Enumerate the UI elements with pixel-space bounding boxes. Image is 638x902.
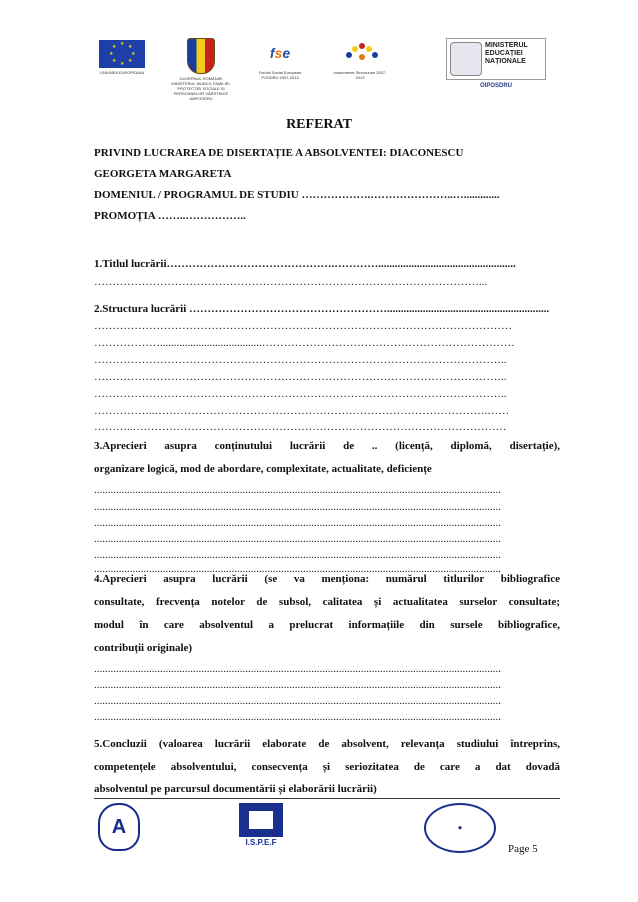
- section-2-dotted-line: …………………………………………………………………………………………………..: [94, 371, 507, 383]
- section-4-dotted-line: ....................................................................................................................................................: [94, 663, 501, 675]
- section-4-title-line-3: modul în care absolventul a prelucrat informațiile din sursele bibliografice,: [94, 619, 560, 631]
- header-line-2: GEORGETA MARGARETA: [94, 168, 232, 180]
- fse-caption: Fondul Social European POSDRU 2007-2013: [258, 70, 302, 80]
- ispef-emblem-icon: [239, 803, 283, 837]
- section-3-dotted-line: ....................................................................................................................................................: [94, 517, 501, 529]
- section-3-dotted-line: ....................................................................................................................................................: [94, 549, 501, 561]
- ministry-line2: EDUCAȚIEI: [485, 50, 523, 57]
- page-title: REFERAT: [286, 117, 352, 132]
- section-1-dotted-line: ……………………………………………………………………………………………...: [94, 276, 488, 288]
- section-2-dotted-line: …………………………………………………………………………………………………..: [94, 388, 507, 400]
- section-3-dotted-line: ....................................................................................................................................................: [94, 563, 501, 575]
- section-2-dotted-line: ………..…………………………………………………………………………………………: [94, 421, 507, 433]
- footer-divider: [94, 798, 560, 799]
- ministry-logo: [446, 38, 546, 89]
- ministry-line1: MINISTERUL: [485, 42, 528, 49]
- header-line-1: PRIVIND LUCRAREA DE DISERTAȚIE A ABSOLVENTEI: DIACONESCU: [94, 147, 464, 159]
- section-5-title-line-2: competențele absolventului, consecvența și seriozitatea de care a dat dovadă: [94, 761, 560, 773]
- header-logos: [94, 38, 564, 100]
- oiposdru-label: OIPOSDRU: [479, 83, 512, 89]
- instrumente-structurale-icon: [340, 38, 380, 68]
- section-2-dotted-line: ……………….....................................……………………………………………………………: [94, 337, 515, 349]
- romania-crest-icon: [187, 38, 215, 74]
- section-1-title: 1.Titlul lucrării……………………………………….…………..................................................: [94, 258, 516, 270]
- section-4-dotted-line: ....................................................................................................................................................: [94, 711, 501, 723]
- section-5-title-line-1: 5.Concluzii (valoarea lucrării elaborate de absolvent, relevanța studiului întreprins,: [94, 738, 560, 750]
- gov-caption: GUVERNUL ROMÂNIEI MINISTERUL MUNCII, FAMILIEI, PROTECȚIEI SOCIALE ȘI PERSOANELOR VÂRSTNICE AMPOSDRU: [171, 76, 231, 101]
- section-2-title: 2.Structura lucrării ………………………………………………...........................................................: [94, 303, 550, 315]
- ispef-label: I.S.P.E.F: [245, 838, 277, 847]
- gov-logo: [170, 38, 232, 101]
- section-4-title-line-1: 4.Aprecieri asupra lucrării (se va menționa: numărul titlurilor bibliografice: [94, 573, 560, 585]
- university-seal-logo: ◆: [424, 803, 496, 853]
- section-5-title-line-3: absolventul pe parcursul documentării și elaborării lucrării): [94, 783, 377, 795]
- section-4-title-line-4: contribuții originale): [94, 642, 193, 654]
- section-4-title-line-2: consultate, frecvența notelor de subsol, calitatea și actualitatea surselor consultate;: [94, 596, 560, 608]
- section-3-title-line-1: 3.Aprecieri asupra conținutului lucrării de .. (licență, diplomă, disertație),: [94, 440, 560, 452]
- fse-icon: fse: [269, 45, 291, 61]
- section-2-dotted-line: ……………..……………………………………………………………………………….……: [94, 405, 510, 417]
- eu-caption: UNIUNEA EUROPEANA: [99, 70, 144, 75]
- page-number: Page 5: [508, 843, 538, 855]
- ministry-crest-icon: [450, 42, 482, 76]
- section-4-dotted-line: ....................................................................................................................................................: [94, 695, 501, 707]
- section-3-dotted-line: ....................................................................................................................................................: [94, 484, 501, 496]
- section-3-dotted-line: ....................................................................................................................................................: [94, 501, 501, 513]
- eu-flag-icon: ★ ★ ★ ★ ★ ★ ★ ★: [99, 40, 145, 68]
- section-3-title-line-2: organizare logică, mod de abordare, complexitate, actualitate, deficiențe: [94, 463, 432, 475]
- section-3-dotted-line: ....................................................................................................................................................: [94, 533, 501, 545]
- eu-logo: [94, 38, 150, 75]
- header-line-3: DOMENIUL / PROGRAMUL DE STUDIU ……………….…………………..….............: [94, 189, 500, 201]
- arad-university-logo: A: [98, 803, 140, 851]
- instr-logo: [330, 38, 390, 80]
- section-2-dotted-line: ……………………………………………………………………………………………………: [94, 320, 512, 332]
- section-4-dotted-line: ....................................................................................................................................................: [94, 679, 501, 691]
- instr-caption: Instrumente Structurale 2007-2013: [333, 70, 387, 80]
- fse-logo: [250, 38, 310, 80]
- ispef-logo: [236, 803, 286, 845]
- ministry-line3: NAȚIONALE: [485, 58, 526, 65]
- section-2-dotted-line: …………………………………………………………………………………………………..: [94, 354, 507, 366]
- header-line-4: PROMOȚIA ……..……………..: [94, 210, 246, 222]
